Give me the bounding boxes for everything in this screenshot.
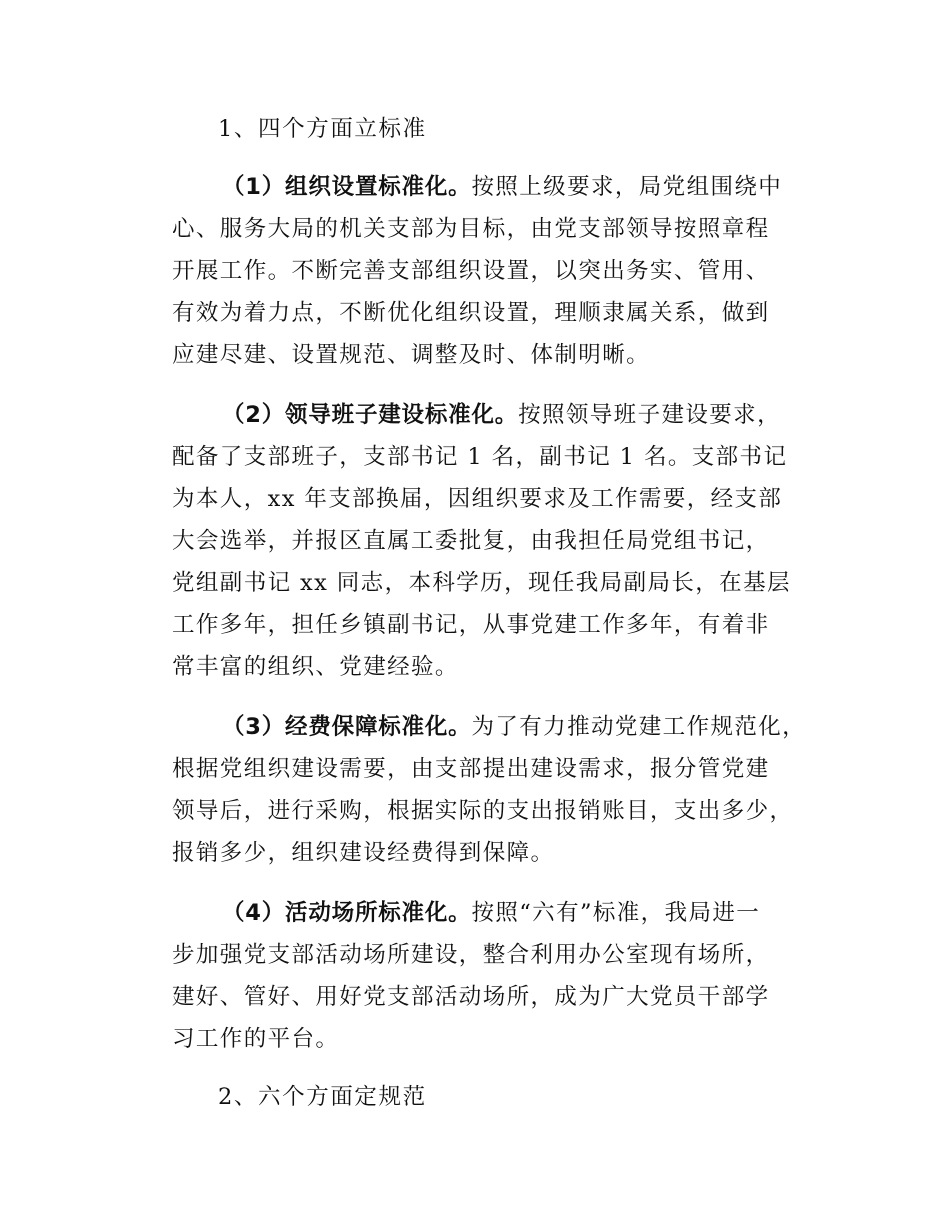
paragraph-3-line-2: 根据党组织建设需要，由支部提出建设需求，报分管党建 xyxy=(172,756,770,782)
paragraph-4-line-3: 建好、管好、用好党支部活动场所，成为广大党员干部学 xyxy=(172,984,770,1010)
paragraph-2-line-1 xyxy=(222,400,781,430)
paragraph-1-line-1 xyxy=(222,172,782,202)
paragraph-1-text: 按照上级要求，局党组围绕中 xyxy=(471,174,783,200)
paragraph-1-line-2: 心、服务大局的机关支部为目标，由党支部领导按照章程 xyxy=(172,216,770,242)
paragraph-2-label: （2）领导班子建设标准化。 xyxy=(222,402,519,428)
paragraph-4-line-1 xyxy=(222,898,760,928)
paragraph-2-line-3: 为本人，xx 年支部换届，因组织要求及工作需要，经支部 xyxy=(172,486,783,512)
paragraph-4-line-4: 习工作的平台。 xyxy=(172,1026,340,1052)
paragraph-3-label: （3）经费保障标准化。 xyxy=(222,714,472,740)
paragraph-4-text: 按照“六有”标准，我局进一 xyxy=(471,900,761,926)
paragraph-2-line-5: 党组副书记 xx 同志，本科学历，现任我局副局长，在基层 xyxy=(172,570,791,596)
section-heading-2: 2、六个方面定规范 xyxy=(218,1084,427,1110)
paragraph-1-line-3: 开展工作。不断完善支部组织设置，以突出务实、管用、 xyxy=(172,258,770,284)
paragraph-3-line-1 xyxy=(222,712,806,742)
paragraph-2-line-7: 常丰富的组织、党建经验。 xyxy=(172,654,459,680)
paragraph-4-line-2: 步加强党支部活动场所建设，整合利用办公室现有场所， xyxy=(172,942,770,968)
paragraph-2-line-6: 工作多年，担任乡镇副书记，从事党建工作多年，有着非 xyxy=(172,612,770,638)
paragraph-3-line-4: 报销多少，组织建设经费得到保障。 xyxy=(172,840,555,866)
paragraph-2-text: 按照领导班子建设要求， xyxy=(518,402,781,428)
section-heading-1: 1、四个方面立标准 xyxy=(218,116,427,142)
paragraph-1-line-4: 有效为着力点，不断优化组织设置，理顺隶属关系，做到 xyxy=(172,300,770,326)
paragraph-4-label: （4）活动场所标准化。 xyxy=(222,900,472,926)
paragraph-3-line-3: 领导后，进行采购，根据实际的支出报销账目，支出多少， xyxy=(172,798,794,824)
paragraph-1-line-5: 应建尽建、设置规范、调整及时、体制明晰。 xyxy=(172,342,651,368)
paragraph-3-text: 为了有力推动党建工作规范化， xyxy=(471,714,807,740)
paragraph-2-line-2: 配备了支部班子，支部书记 1 名，副书记 1 名。支部书记 xyxy=(172,444,788,470)
paragraph-1-label: （1）组织设置标准化。 xyxy=(222,174,472,200)
paragraph-2-line-4: 大会选举，并报区直属工委批复，由我担任局党组书记， xyxy=(172,528,770,554)
